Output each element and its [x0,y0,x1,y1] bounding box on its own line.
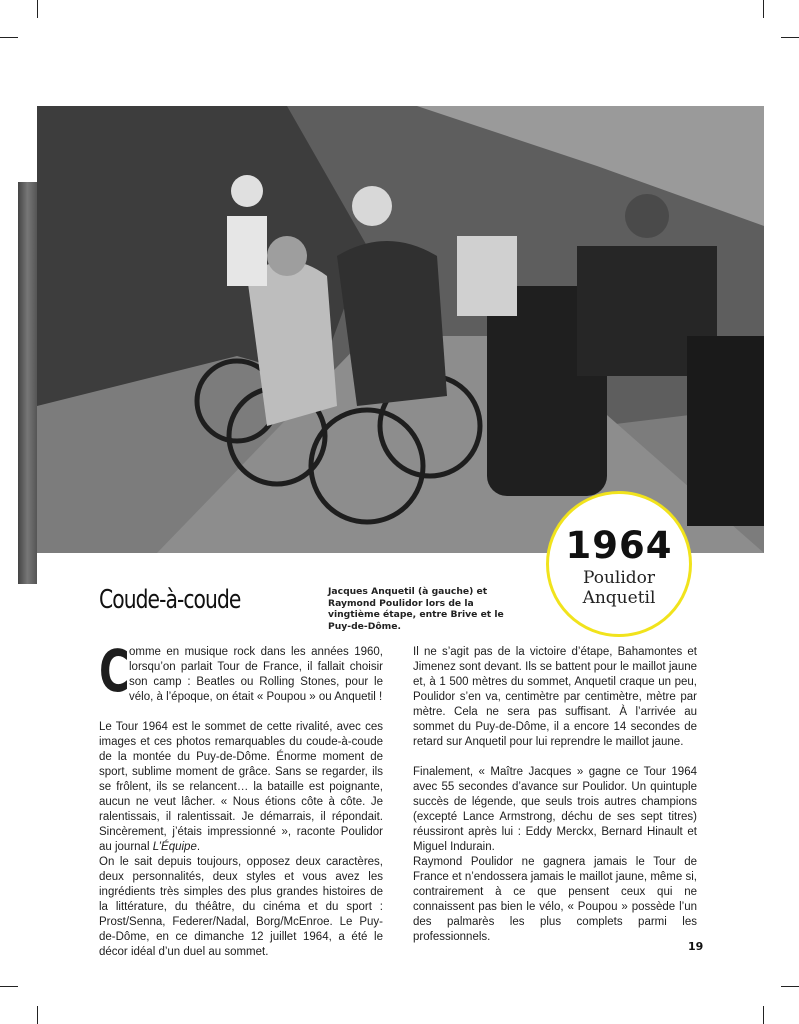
paragraph: Il ne s’agit pas de la victoire d’étape, Bahamontes et Jimenez sont devant. Ils se battent pour le maillot jaune et, à 1 500 mètres du sommet, Anquetil craque un peu, Poulidor s’en va, centimètre par centimètre, mètre par mètre. Cela ne sera pas suffisant. À l’arrivée au sommet du Puy-de-Dôme, il a encore 14 secondes de retard sur Anquetil pour lui reprendre le maillot jaune. [413,646,697,748]
page-number: 19 [688,940,704,953]
photo-caption: Jacques Anquetil (à gauche) et Raymond Poulidor lors de la vingtième étape, entre Brive et le Puy-de-Dôme. [328,586,504,632]
badge-name-anquetil: Anquetil [582,588,656,608]
year-badge [546,491,692,637]
badge-names [549,568,689,608]
crop-mark [763,0,764,18]
paragraph: Raymond Poulidor ne gagnera jamais le Tour de France et n’endossera jamais le maillot jaune, même si, contrairement à ce que pensent ceux qui ne connaissent pas bien le vélo, « Poupou » possède l’un des palmarès les plus complets parmi les professionnels. [413,856,697,943]
crop-mark [37,1006,38,1024]
newspaper-name: L’Équipe [152,841,197,853]
paragraph: Finalement, « Maître Jacques » gagne ce Tour 1964 avec 55 secondes d’avance sur Poulidor. Un quintuple succès de légende, que seuls trois autres champions (excepté Lance Armstrong, déchu de ses sept titres) réussiront après lui : Eddy Merckx, Bernard Hinault et Miguel Indurain. [413,766,697,853]
article-title: Coude-à-coude [99,585,241,615]
crop-mark [781,986,799,987]
badge-name-poulidor: Poulidor [582,568,656,588]
intro-text: omme en musique rock dans les années 1960, lorsqu’on parlait Tour de France, il fallait choisir son camp : Beatles ou Rolling Stones, pour le vélo, à l’époque, on était « Poupou » ou Anquetil ! [129,646,383,703]
paragraph-text: . [196,841,201,853]
paragraph [99,720,383,855]
intro-paragraph [99,637,383,705]
right-column [413,645,697,960]
crop-mark [0,37,18,38]
drop-cap: C [99,637,130,705]
badge-year: 1964 [565,524,673,567]
crop-mark [781,37,799,38]
adjacent-photo-strip [18,182,37,584]
left-column [99,637,383,975]
crop-mark [0,986,18,987]
paragraph-text: Le Tour 1964 est le sommet de cette rivalité, avec ces images et ces photos remarquables du coude-à-coude de la montée du Puy-de-Dôme. Énorme moment de sport, sublime moment de grâce. Sans se regarder, ils se frôlent, ils se relancent… la bataille est poignante, aucun ne veut lâcher. « Nous étions côte à côte. Je ralentissais, il ralentissait. Je démarrais, il répondait. Sincèrement, j’étais impressionné », raconte Poulidor au journal [99,721,383,853]
race-photo [37,106,764,553]
crop-mark [37,0,38,18]
paragraph: On le sait depuis toujours, opposez deux caractères, deux personnalités, deux styles et vous avez les ingrédients très simples des plus grandes histoires de la littérature, du théâtre, du cinéma et du sport : Prost/Senna, Federer/Nadal, Borg/McEnroe. Le Puy-de-Dôme, en ce dimanche 12 juillet 1964, a été le décor idéal d’un duel au sommet. [99,856,383,958]
crop-mark [763,1006,764,1024]
cyclists-illustration [37,106,764,553]
